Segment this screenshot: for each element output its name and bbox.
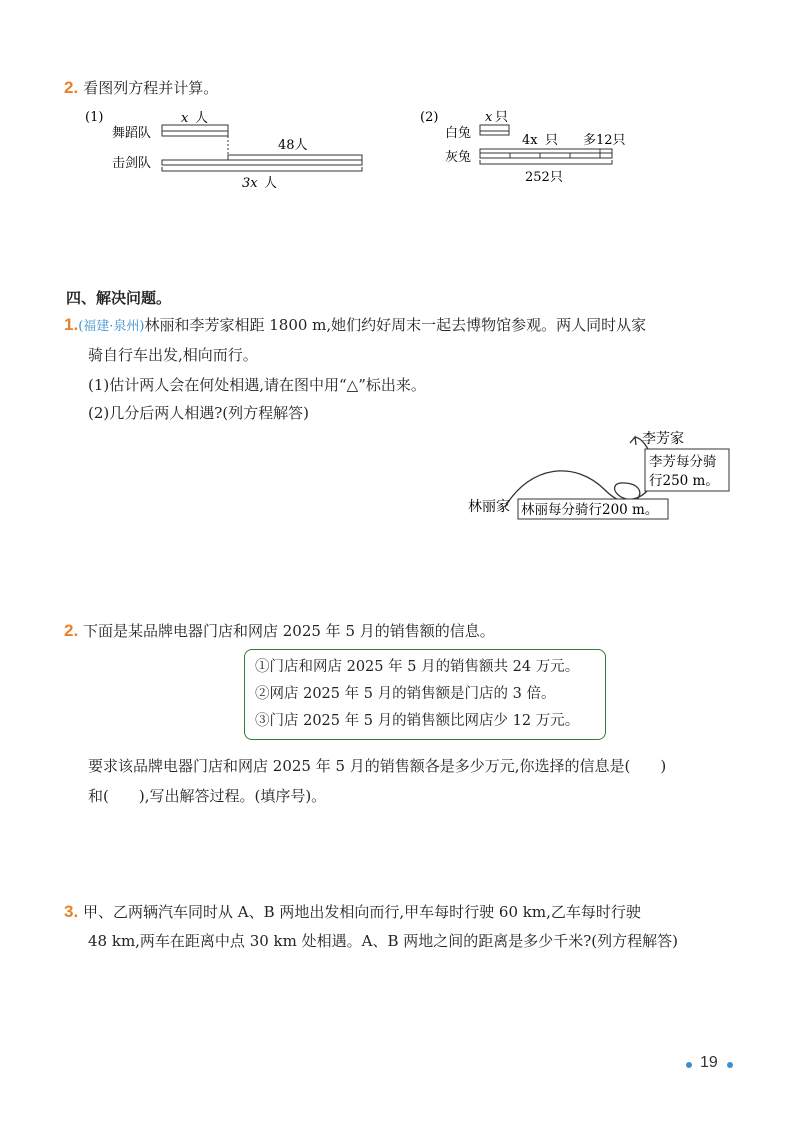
arrow-head [630,437,636,445]
question-1-sub2: (2)几分后两人相遇?(列方程解答) [88,404,309,422]
question-number: 3. [64,902,79,921]
top-var: x [181,111,189,126]
mid-brace [480,149,600,153]
lifang-note-2: 行250 m。 [649,473,719,489]
mid-label: 48人 [278,138,308,153]
question-1-line2: 骑自行车出发,相向而行。 [88,346,258,364]
question-1 [64,314,646,335]
question-source: (福建·泉州) [78,319,145,334]
extra-brace [600,149,612,153]
top-unit: 只 [495,110,509,125]
bar-white [480,131,509,135]
info-item-3: ③门店 2025 年 5 月的销售额比网店少 12 万元。 [255,713,580,729]
top-var: x [485,110,493,125]
page-number: 19 [700,1054,718,1071]
linli-note: 林丽每分骑行200 m。 [521,502,659,518]
question-number: 2. [64,621,79,640]
question-text: 看图列方程并计算。 [83,79,219,97]
bottom-brace [162,167,362,171]
page-dot-right [727,1062,733,1068]
lifang-note-1: 李芳每分骑 [649,454,717,470]
info-item-2: ②网店 2025 年 5 月的销售额是门店的 3 倍。 [255,686,556,702]
bar-gray [480,153,612,158]
question-2 [64,620,495,641]
question-3-line2: 48 km,两车在距离中点 30 km 处相遇。A、B 两地之间的距离是多少千米?(列方程解答) [88,932,679,950]
row-label-gray: 灰兔 [445,150,472,165]
bottom-label: 252只 [525,170,563,185]
question-3 [64,901,641,922]
page-dot-left [686,1062,692,1068]
mid-unit: 只 [545,133,559,148]
question-1-line1: 林丽和李芳家相距 1800 m,她们约好周末一起去博物馆参观。两人同时从家 [144,316,647,334]
section-title: 四、解决问题。 [66,289,172,307]
info-item-1: ①门店和网店 2025 年 5 月的销售额共 24 万元。 [255,659,580,675]
question-number: 2. [64,78,79,97]
top-brace [480,125,509,131]
diagram1-label: (1) [85,110,104,125]
bottom-unit: 人 [264,176,278,191]
lifang-home-label: 李芳家 [642,431,684,447]
question-1-sub1: (1)估计两人会在何处相遇,请在图中用“△”标出来。 [88,376,426,394]
row-label-dance: 舞蹈队 [112,126,152,141]
row-label-fencing: 击剑队 [112,156,152,171]
linli-home-label: 林丽家 [468,499,510,515]
route-path [505,437,653,507]
question-2-ask1: 要求该品牌电器门店和网店 2025 年 5 月的销售额各是多少万元,你选择的信息是( ) [88,757,667,775]
diagram-dance-fencing [80,105,380,195]
info-box [244,649,606,740]
diagram-rabbits [415,105,655,190]
question-2-intro: 下面是某品牌电器门店和网店 2025 年 5 月的销售额的信息。 [82,622,495,640]
question-number: 1. [64,315,79,334]
row-label-white: 白兔 [445,126,472,141]
diagram2-label: (2) [420,110,439,125]
question-2-ask2: 和( ),写出解答过程。(填序号)。 [88,787,327,805]
mid-brace [228,155,362,160]
question-3-line1: 甲、乙两辆汽车同时从 A、B 两地出发相向而行,甲车每时行驶 60 km,乙车每时行驶 [82,903,641,921]
bottom-var: 3x [242,176,258,191]
top-unit: 人 [195,111,209,126]
bottom-brace [480,160,612,164]
mid-var: 4x [522,133,538,148]
route-diagram [460,425,760,525]
extra-label: 多12只 [583,133,626,148]
bar-dance [162,131,228,136]
top-question [64,77,218,98]
bar-fencing [162,160,362,165]
